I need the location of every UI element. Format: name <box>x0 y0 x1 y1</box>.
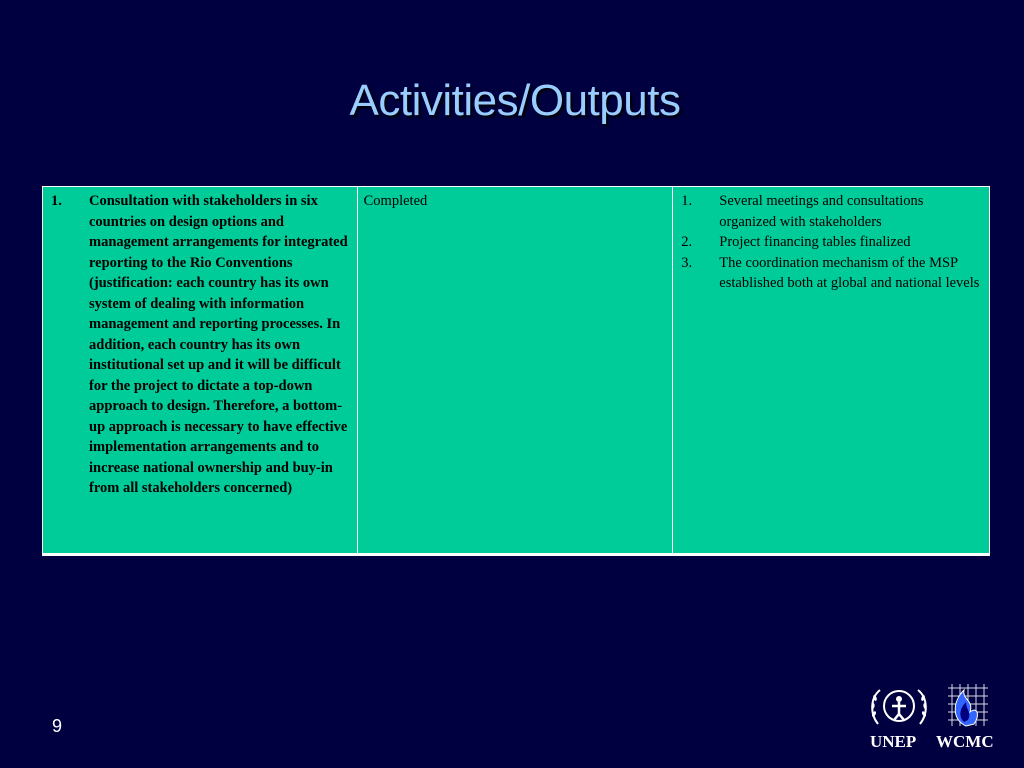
activity-item <box>49 191 351 499</box>
output-number: 2. <box>681 234 693 250</box>
activity-cell <box>43 187 358 555</box>
outputs-cell <box>673 187 990 555</box>
output-number: 3. <box>681 254 693 271</box>
page-number: 9 <box>52 716 63 736</box>
unep-logo-text: UNEP <box>870 732 917 751</box>
output-text: Several meetings and consultations organized with stakeholders <box>719 193 924 230</box>
activity-number: 1. <box>51 193 62 209</box>
activities-table <box>42 186 990 556</box>
wcmc-globe-icon <box>944 682 990 730</box>
status-text: Completed <box>363 193 428 209</box>
output-item <box>679 191 983 232</box>
output-number: 1. <box>681 193 693 209</box>
wcmc-logo <box>934 682 1004 752</box>
slide-title: Activities/Outputs <box>349 76 681 125</box>
status-cell <box>357 187 673 555</box>
un-emblem-icon <box>868 684 930 732</box>
unep-logo <box>866 682 932 752</box>
output-text: Project financing tables finalized <box>719 234 911 250</box>
wcmc-logo-text: WCMC <box>936 732 994 751</box>
table-row <box>43 187 990 555</box>
output-item <box>679 232 983 253</box>
output-text: The coordination mechanism of the MSP established both at global and national levels <box>719 254 980 291</box>
activity-text: Consultation with stakeholders in six countries on design options and management arrangements for integrated reporting to the Rio Conventions (justification: each country has its own system of dealing with information management and reporting processes. In addition, each country has its own institutional set up and it will be difficult for the project to dictate a top-down approach to design. Therefore, a bottom-up approach is necessary to have effective implementation arrangements and to increase national ownership and buy-in from all stakeholders concerned) <box>89 193 348 496</box>
output-item <box>679 253 983 294</box>
partner-logos <box>866 682 1006 752</box>
